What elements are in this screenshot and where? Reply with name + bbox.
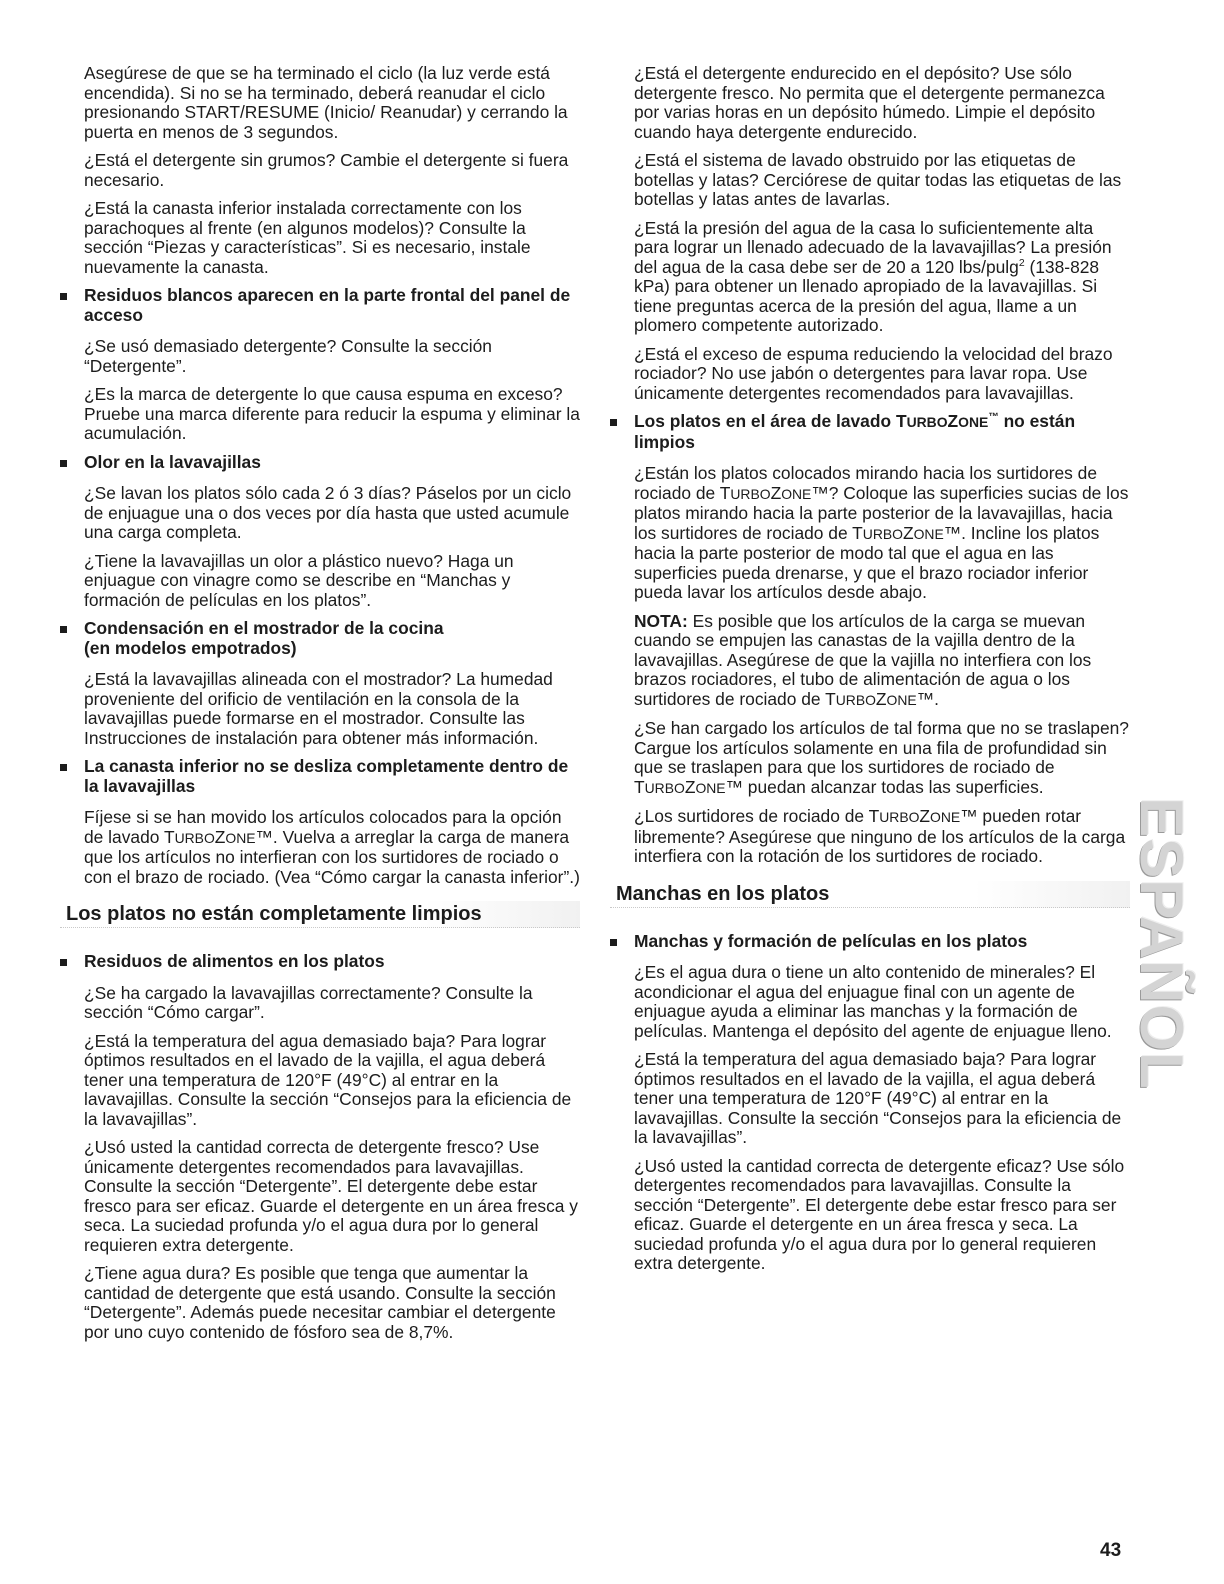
bullet-square-icon xyxy=(610,419,617,426)
page-number: 43 xyxy=(1100,1540,1122,1561)
language-side-tab xyxy=(1127,796,1195,1090)
turbozone-mark: TURBOZONE™ xyxy=(895,411,999,431)
paragraph: ¿Se usó demasiado detergente? Consulte la sección “Detergente”. xyxy=(84,336,492,376)
paragraph: ¿Está el detergente sin grumos? Cambie el detergente si fuera necesario. xyxy=(84,150,569,190)
problem-heading-text: no están limpios xyxy=(634,411,1076,452)
problem-heading xyxy=(84,619,580,658)
bullet-square-icon xyxy=(60,764,67,771)
paragraph: ¿Tiene la lavavajillas un olor a plástico nuevo? Haga un enjuague con vinagre como se describe en “Manchas y formación de películas en los platos”. xyxy=(84,550,514,610)
paragraph: ¿Es el agua dura o tiene un alto contenido de minerales? El acondicionar el agua del enjuague final con un agente de enjuague ayuda a eliminar las manchas y la formación de películas. Mantenga el depósito del agente de enjuague lleno. xyxy=(634,962,1112,1041)
paragraph: ¿Usó usted la cantidad correcta de detergente fresco? Use únicamente detergentes recomendados para lavavajillas. Consulte la sección “Detergente”. El detergente debe estar fresco para ser eficaz. Guarde el detergente en un área fresca y seca. La suciedad profunda y/o el agua dura por lo general requieren extra detergente. xyxy=(84,1137,578,1255)
paragraph: ¿Usó usted la cantidad correcta de detergente eficaz? Use sólo detergentes recomendados para lavavajillas. Consulte la sección “Detergente”. El detergente debe estar fresco para ser eficaz. Guarde el detergente en un área fresca y seca. La suciedad profunda y/o el agua dura por lo general requieren extra detergente. xyxy=(634,1155,1125,1273)
problem-heading xyxy=(84,286,580,325)
bullet-square-icon xyxy=(60,959,67,966)
paragraph: ¿Tiene agua dura? Es posible que tenga que aumentar la cantidad de detergente que está usando. Consulte la sección “Detergente”. Además puede necesitar cambiar el detergente por uno cuyo contenido de fósforo sea de 8,7%. xyxy=(84,1263,556,1342)
problem-heading xyxy=(634,412,1130,452)
paragraph: ¿Los surtidores de rociado de TURBOZONE™ pueden rotar libremente? Asegúrese que ninguno de los artículos de la carga interfiera con la rotación de los surtidores de rociado. xyxy=(634,806,1126,866)
paragraph: ¿Está el sistema de lavado obstruido por las etiquetas de botellas y latas? Cerciórese de quitar todas las etiquetas de las botellas y latas antes de lavarlas. xyxy=(634,150,1122,209)
text-run: . Vuelva a arreglar la carga de manera que los artículos no interfieran con los surtidores de rociado o con el brazo de rociado. (Vea “Cómo cargar la canasta inferior”.) xyxy=(84,826,580,887)
paragraph: ¿Está la canasta inferior instalada correctamente con los parachoques al frente (en algunos modelos)? Consulte la sección “Piezas y características”. Si es necesario, instale nuevamente la canasta. xyxy=(84,198,531,277)
problem-heading xyxy=(84,453,580,473)
paragraph: ¿Se han cargado los artículos de tal forma que no se traslapen? Cargue los artículos solamente en una fila de profundidad sin que se traslapen para que los surtidores de rociado de TURBOZONE™ puedan alcanzar todas las superficies. xyxy=(634,718,1129,797)
turbozone-mark: TURBOZONE™ xyxy=(825,688,935,709)
problem-heading-text: Olor en la lavavajillas xyxy=(84,451,261,472)
section-heading: Manchas en los platos xyxy=(610,881,1130,908)
problem-heading-text: Residuos blancos aparecen en la parte frontal del panel de acceso xyxy=(84,285,571,325)
problem-heading xyxy=(84,757,580,796)
problem-heading-text: Residuos de alimentos en los platos xyxy=(84,951,385,971)
paragraph: ¿Está la lavavajillas alineada con el mostrador? La humedad proveniente del orificio de ventilación en la consola de la lavavajillas puede formarse en el mostrador. Consulte las Instrucciones de instalación para obtener más información. xyxy=(84,669,553,748)
note-label: NOTA: xyxy=(634,610,688,631)
paragraph: ¿Está el exceso de espuma reduciendo la velocidad del brazo rociador? No use jabón o detergentes para lavar ropa. Use únicamente detergentes recomendados para lavavajillas. xyxy=(634,343,1113,403)
problem-heading-text: La canasta inferior no se desliza completamente dentro de la lavavajillas xyxy=(84,756,569,796)
turbozone-mark: TURBOZONE™ xyxy=(163,826,273,847)
paragraph: ¿Está la temperatura del agua demasiado baja? Para lograr óptimos resultados en el lavado de la vajilla, el agua deberá tener una temperatura de 120°F (49°C) al entrar en la lavavajillas. Consulte la sección “Consejos para la eficiencia de la lavavajillas”. xyxy=(84,1030,572,1129)
problem-heading xyxy=(634,932,1130,952)
turbozone-mark: TURBOZONE™ xyxy=(868,806,978,826)
problem-heading-text: (en modelos empotrados) xyxy=(84,637,297,658)
text-run: Fíjese si se han movido los artículos colocados para la opción de lavado xyxy=(84,807,562,847)
left-column xyxy=(60,64,580,1351)
paragraph: Asegúrese de que se ha terminado el ciclo (la luz verde está encendida). Si no se ha terminado, deberá reanudar el ciclo presionando START/RESUME (Inicio/ Reanudar) y cerrando la puerta en menos de 3 segundos. xyxy=(84,63,568,142)
language-tab-label: ESPAÑOL xyxy=(1127,796,1195,1090)
bullet-square-icon xyxy=(60,626,67,633)
problem-heading-text: Condensación en el mostrador de la cocina xyxy=(84,618,444,638)
turbozone-mark: TURBOZONE™ xyxy=(852,522,962,543)
paragraph: ¿Se lavan los platos sólo cada 2 ó 3 días? Páselos por un ciclo de enjuague una o dos veces por día hasta que usted acumule una carga completa. xyxy=(84,483,572,542)
right-column xyxy=(610,64,1130,1283)
text-run: ¿Está la presión del agua de la casa lo suficientemente alta para lograr un llenado adecuado de la lavavajillas? La presión del agua de la casa debe ser de 20 a 120 lbs/pulg xyxy=(634,217,1112,277)
bullet-square-icon xyxy=(60,460,67,467)
paragraph xyxy=(84,808,580,887)
paragraph: ¿Están los platos colocados mirando hacia los surtidores de rociado de TURBOZONE™? Coloque las superficies sucias de los platos mirando hacia la parte posterior de la lavavajillas, hacia los surtidores de rociado de TURBOZONE™. Incline los platos hacia la parte posterior de modo tal que el agua en las superficies pueda drenarse, y que el brazo rociador inferior pueda lavar los artículos desde abajo. xyxy=(634,463,1129,602)
bullet-square-icon xyxy=(610,939,617,946)
paragraph: ¿Es la marca de detergente lo que causa espuma en exceso? Pruebe una marca diferente para reducir la espuma y eliminar la acumulación. xyxy=(84,384,580,443)
paragraph: ¿Está el detergente endurecido en el depósito? Use sólo detergente fresco. No permita que el detergente permanezca por varias horas en un depósito húmedo. Limpie el depósito cuando haya detergente endurecido. xyxy=(634,63,1105,142)
problem-heading xyxy=(84,952,580,972)
turbozone-mark: TURBOZONE™ xyxy=(634,776,743,797)
paragraph xyxy=(634,219,1130,336)
superscript: 2 xyxy=(1018,257,1025,269)
paragraph: ¿Se ha cargado la lavavajillas correctamente? Consulte la sección “Cómo cargar”. xyxy=(84,982,533,1022)
text-run: (138-828 kPa) para obtener un llenado apropiado de la lavavajillas. Si tiene preguntas acerca de la presión del agua, llame a un plomero competente autorizado. xyxy=(634,256,1100,335)
bullet-square-icon xyxy=(60,293,67,300)
section-heading: Los platos no están completamente limpios xyxy=(60,901,580,928)
note-paragraph: NOTA: Es posible que los artículos de la carga se muevan cuando se empujen las canastas de la vajilla dentro de la lavavajillas. Asegúrese de que la vajilla no interfiera con los brazos rociadores, el tubo de alimentación de agua o los surtidores de rociado de TURBOZONE™. xyxy=(634,610,1092,709)
turbozone-mark: TURBOZONE™ xyxy=(719,482,829,503)
problem-heading-text: Manchas y formación de películas en los platos xyxy=(634,930,1028,951)
paragraph: ¿Está la temperatura del agua demasiado baja? Para lograr óptimos resultados en el lavado de la vajilla, el agua deberá tener una temperatura de 120°F (49°C) al entrar en la lavavajillas. Consulte la sección “Consejos para la eficiencia de la lavavajillas”. xyxy=(634,1049,1122,1147)
problem-heading-text: Los platos en el área de lavado xyxy=(634,411,892,431)
